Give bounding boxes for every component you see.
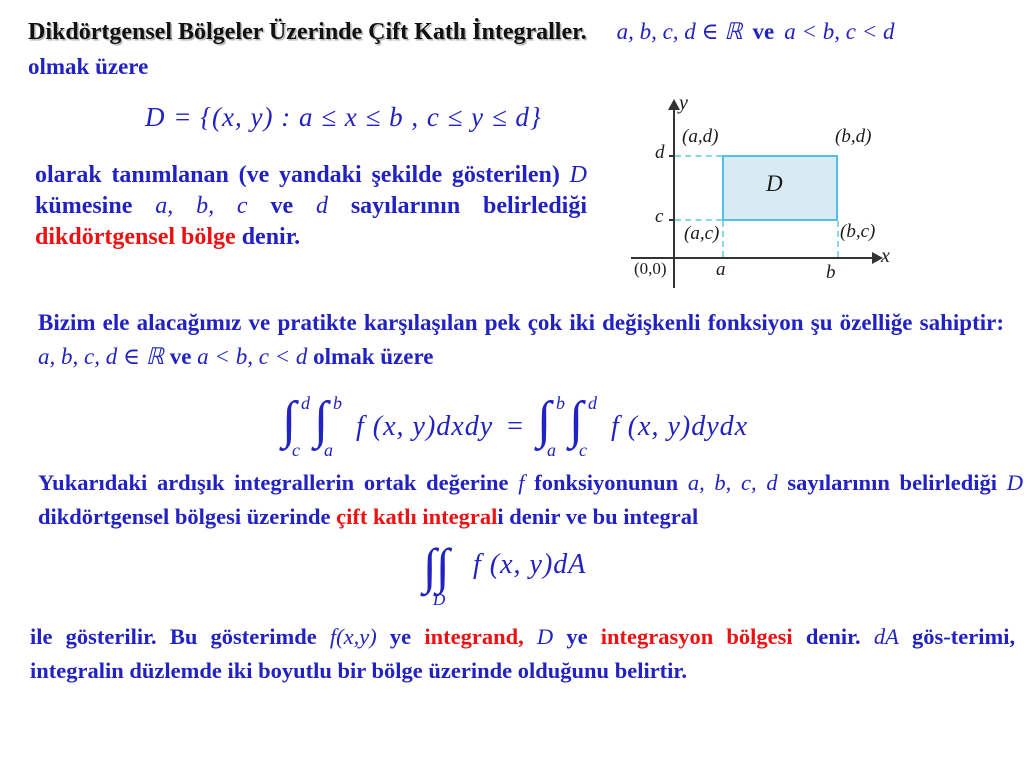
x-axis	[631, 257, 874, 259]
p3-text4: dikdörtgensel bölgesi üzerinde	[38, 504, 331, 529]
upper-limit: b	[333, 393, 342, 413]
definition-paragraph	[35, 160, 587, 253]
p1-text4: sayılarının belirlediği	[350, 193, 588, 219]
dashed-line-b-drop	[837, 221, 839, 257]
p3-highlight-double-integral: çift katlı integral	[336, 504, 498, 529]
corner-label-bc: (b,c)	[840, 221, 876, 242]
integral-sign-inner-left	[314, 392, 346, 460]
x-axis-label: x	[881, 245, 890, 267]
rectangular-region-diagram	[628, 92, 924, 295]
p2-math-set: a, b, c, d ∈ ℝ	[38, 344, 164, 369]
upper-limit: d	[301, 393, 310, 413]
p2-text1: Bizim ele alacağımız ve pratikte karşılaşılan pek çok iki değişkenli fonksiyon şu özelliğe sahiptir:	[38, 310, 1004, 335]
tick-label-b: b	[826, 262, 836, 283]
integrand-dA: f (x, y)dA	[473, 549, 587, 580]
dashed-line-a-drop	[722, 221, 724, 257]
p4-text3: ye	[566, 624, 588, 649]
integral-sign-inner-right	[568, 392, 601, 460]
p1-text2: kümesine	[35, 193, 133, 219]
origin-label: (0,0)	[634, 259, 667, 278]
integral-glyph: ∫	[314, 392, 329, 449]
corner-label-bd: (b,d)	[835, 126, 872, 147]
double-integral-definition-paragraph	[38, 466, 1023, 534]
integrand-dydx: f (x, y)dydx	[610, 411, 749, 442]
region-subscript: D	[433, 590, 446, 609]
y-axis	[673, 108, 675, 288]
dashed-line-d-level	[675, 155, 722, 157]
integral-sign-outer-right	[536, 392, 569, 460]
p1-text3: ve	[270, 193, 294, 219]
lower-limit: c	[292, 440, 300, 460]
p1-math-d: d	[315, 193, 328, 219]
integral-glyph: ∫	[282, 392, 297, 449]
corner-label-ad: (a,d)	[682, 126, 719, 147]
p2-text3: olmak üzere	[313, 344, 434, 369]
corner-label-ac: (a,c)	[684, 223, 720, 244]
upper-limit: b	[555, 393, 565, 413]
p3-math-f: f	[518, 470, 525, 495]
tick-label-d: d	[655, 142, 665, 163]
p4-math-dA: dA	[873, 624, 899, 649]
integral-sign-outer-left	[282, 392, 314, 460]
title-condition-set: a, b, c, d ∈ ℝ	[616, 19, 743, 44]
p4-math-D: D	[536, 624, 554, 649]
dashed-line-c-level	[675, 219, 722, 221]
p4-text1: ile gösterilir. Bu gösterimde	[30, 624, 317, 649]
p1-highlight-rectangular-region: dikdörtgensel bölge	[35, 224, 236, 250]
p4-math-fxy: f(x,y)	[329, 624, 377, 649]
page-title: Dikdörtgensel Bölgeler Üzerinde Çift Katlı İntegraller.	[28, 19, 587, 45]
lower-limit: c	[578, 440, 587, 460]
equals-sign: =	[507, 411, 523, 442]
title-block	[28, 16, 1008, 86]
p1-math-D: D	[569, 162, 588, 188]
tick-label-a: a	[716, 259, 726, 280]
lower-limit: a	[324, 440, 333, 460]
iterated-integral-formula	[282, 392, 749, 460]
p1-text5: denir.	[241, 224, 301, 250]
p3-math-abcd: a, b, c, d	[687, 470, 778, 495]
upper-limit: d	[587, 393, 597, 413]
title-line2: olmak üzere	[28, 54, 149, 79]
p3-text5: i denir ve bu integral	[497, 504, 699, 529]
integral-glyph: ∫	[568, 392, 584, 449]
y-axis-label: y	[679, 92, 688, 114]
p1-math-abc: a, b, c	[155, 193, 248, 219]
p3-math-D: D	[1006, 470, 1024, 495]
double-integral-sign	[423, 540, 467, 610]
p4-highlight-integration-region: integrasyon bölgesi	[600, 624, 793, 649]
set-definition-formula: D = {(x, y) : a ≤ x ≤ b , c ≤ y ≤ d}	[145, 102, 542, 132]
p3-text3: sayılarının belirlediği	[787, 470, 998, 495]
p3-text1: Yukarıdaki ardışık integrallerin ortak değerine	[38, 470, 509, 495]
property-paragraph	[38, 306, 1004, 374]
integrand-dxdy: f (x, y)dxdy	[356, 411, 494, 442]
p4-text5: gös-terimi, integralin düzlemde iki boyutlu bir bölge üzerinde olduğunu belirtir.	[30, 624, 1016, 683]
integral-glyph: ∫	[423, 538, 437, 594]
p2-text2: ve	[169, 344, 192, 369]
integral-glyph: ∫	[536, 392, 552, 449]
tick-label-c: c	[655, 206, 664, 227]
p2-math-order: a < b, c < d	[197, 344, 308, 369]
p4-text4: denir.	[805, 624, 861, 649]
p4-highlight-integrand: integrand,	[424, 624, 524, 649]
notation-explanation-paragraph	[30, 620, 1015, 688]
p4-text2: ye	[389, 624, 412, 649]
p3-text2: fonksiyonunun	[534, 470, 679, 495]
region-label-D: D	[766, 171, 783, 196]
integral-glyph: ∫	[436, 538, 450, 594]
p1-text1: olarak tanımlanan (ve yandaki şekilde gösterilen)	[35, 162, 560, 188]
lower-limit: a	[546, 440, 556, 460]
title-ve: ve	[752, 19, 775, 44]
double-integral-notation	[423, 540, 586, 612]
title-condition-order: a < b, c < d	[784, 19, 895, 44]
